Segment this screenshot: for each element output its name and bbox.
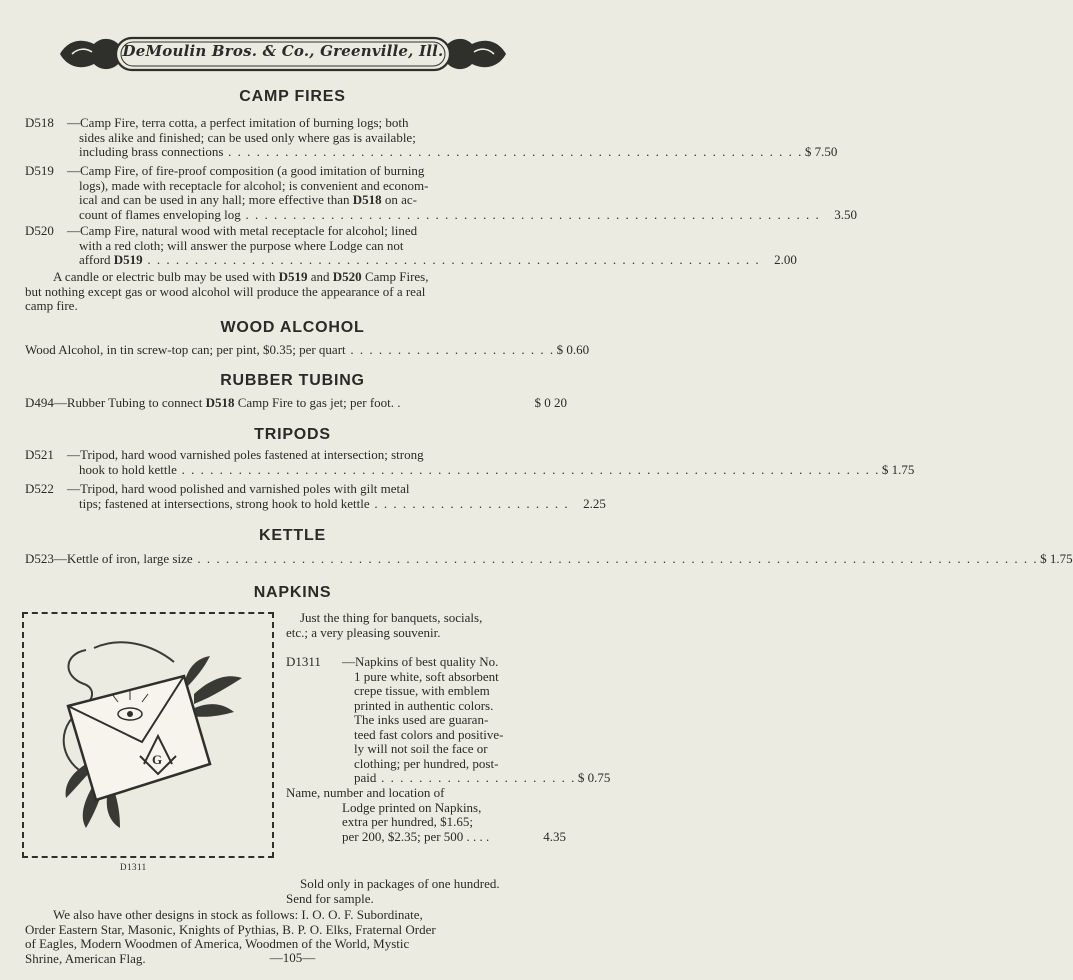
item-code: D494 [25, 395, 54, 410]
price-line [79, 252, 797, 268]
entry-line: —Camp Fire, terra cotta, a perfect imitation of burning logs; both [67, 115, 409, 130]
leader-dots: . . . . . . . . . . . . . . . . . . . . . . . . . . . . . . . . . . . . . . . . . . . . . . . . . . . . . . . . . . . . . . . . . . . . . . . . . . . . . . . . . . . . . . . . . [192, 551, 1039, 566]
other-designs-note: We also have other designs in stock as follows: I. O. O. F. Subordinate, Order Eastern Star, Masonic, Knights of Pythias, B. P. O. Elks, Fraternal Order of Eagles, Modern Woodmen of America, Woodmen of the World, Mystic Shrine, American Flag. [25, 907, 436, 966]
entry-wood-alcohol [25, 342, 590, 358]
entry-line: —Camp Fire, of fire-proof composition (a good imitation of burning [67, 163, 425, 178]
leader-dots: . . . . . . . . . . . . . . . . . . . . . . . . . . . . . . . . . . . . . . . . . . . . . . . . . . . . . . . . . . . . . [240, 206, 821, 222]
item-code: D520 [25, 223, 54, 238]
leader-dots: . . . . . . . . . . . . . . . . . . . . . [376, 770, 576, 785]
leader-dots: . . . . . . . . . . . . . . . . . . . . . . [345, 342, 555, 357]
entry-line: —Tripod, hard wood varnished poles fastened at intersection; strong [67, 447, 424, 462]
entry-line: tips; fastened at intersections, strong hook to hold kettle [79, 495, 370, 511]
price: 2.25 [583, 495, 606, 511]
item-ref: D519 [113, 252, 143, 267]
entry-line: count of flames enveloping log [79, 206, 241, 222]
napkins-intro: Just the thing for banquets, socials, etc.; a very pleasing souvenir. [286, 610, 483, 640]
price: $ 0.60 [556, 342, 590, 357]
price: $ 1.75 [881, 461, 915, 477]
price: $ 0.75 [577, 770, 611, 785]
entry-line: including brass connections [79, 144, 224, 159]
entry-line: logs), made with receptacle for alcohol; is convenient and econom- [79, 177, 429, 193]
header-banner [58, 32, 508, 76]
price-line [79, 144, 838, 160]
entry-d494 [25, 396, 567, 411]
leader-dots: . . . . . . . . . . . . . . . . . . . . . . . . . . . . . . . . . . . . . . . . . . . . . . . . . . . . . . . . . . . . . . . . . . . . . . . . . . [176, 461, 880, 477]
price-line [25, 551, 1073, 567]
item-code: D522 [25, 481, 54, 496]
company-title: DeMoulin Bros. & Co., Greenville, Ill. [122, 42, 444, 60]
price: 2.00 [774, 252, 797, 267]
price: 3.50 [834, 206, 857, 222]
napkins-sold-note: Sold only in packages of one hundred. Send for sample. [286, 876, 500, 906]
catalog-page: DeMoulin Bros. & Co., Greenville, Ill. CAMP FIRES D518 —Camp Fire, terra cotta, a perfect imitation of burning logs; both sides alike and finished; can be used only where gas is available; including brass connections . . . . . . . . . . . . . . . . . . . . . . . . . . . . . . . . . . . . . . . . . . . . . . . . . . . . . . . . . . . . . $ 7.50 D519 —Camp Fire, of fire-proof composition (a good imitation of burning logs), made with receptacle for alcohol; is convenient and econom- ical and can be used in any hall; more effective than D518 on ac- count of flames enveloping log . . . . . . . . . . . . . . . . . . . . . . . . . . . . . . . . . . . . . . . . . . . . . . . . . . . . . . . . . . . . . 3.50 D520 —Camp Fire, natural wood with metal receptacle for alcohol; lined with a red cloth; will answer the purpose where Lodge can not afford D519 . . . . . . . . . . . . . . . . . . . . . . . . . . . . . . . . . . . . . . . . . . . . . . . . . . . . . . . . . . . . . . . . . 2.00 A candle or electric bulb may be used with D519 and D520 Camp Fires, but nothing except gas or wood alcohol will produce the appearance of a real camp fire. WOOD ALCOHOL Wood Alcohol, in tin screw-top can; per pint, $0.35; per quart . . . . . . . . . . . . . . . . . . . . . . $ 0.60 RUBBER TUBING D494—Rubber Tubing to connect D518 Camp Fire to gas jet; per foot. . $ 0 20 TRIPODS D521 —Tripod, hard wood varnished poles fastened at intersection; strong hook to hold kettle . . . . . . . . . . . . . . . . . . . . . . . . . . . . . . . . . . . . . . . . . . . . . . . . . . . . . . . . . . . . . . . . . . . . . . . . . . $ 1.75 D522 —Tripod, hard wood polished and varnished poles with gilt metal tips; fastened at intersections, strong hook to hold kettle . . . . . . . . . . . . . . . . . . . . . 2.25 KETTLE D523—Kettle of iron, large size . . . . . . . . . . . . . . . . . . . . . . . . . . . . . . . . . . . . . . . . . . . . . . . . . . . . . . . . . . . . . . . . . . . . . . . . . . . . . . . . . . . . . . . . . $ 1.75 NAPKINS G D1311 Just the thing for banquets, socials, etc.; a very pleasing souvenir. D1311 —Napkins of best quality No. 1 pure white, soft absorbent crepe tissue, with emblem printed in authentic colors. The inks used are guaran- teed fast colors and positive- ly will not soil the face or clothing; per hundred, post- paid . . . . . . . . . . . . . . . . . . . . . $ 0.75 Name, number and location of Lodge printed on Napkins, extra per hundred, $1.65; per 200, $2.35; per 500 . . . . 4.35 Sold only in packages of one hundred. Send for sample. We also have other designs in stock as follows: I. O. O. F. Subordinate, Order Eastern Star, Masonic, Knights of Pythias, B. P. O. Elks, Fraternal Order of Eagles, Modern Woodmen of America, Woodmen of the World, Mystic Shrine, American Flag. —105— [0, 0, 585, 980]
heading-napkins: NAPKINS [253, 584, 332, 601]
entry-line: hook to hold kettle [79, 461, 177, 477]
heading-camp-fires: CAMP FIRES [239, 88, 346, 105]
heading-tripods: TRIPODS [254, 426, 331, 443]
illustration-caption: D1311 [120, 862, 147, 872]
item-code: D1311 [286, 654, 321, 669]
price: $ 1.75 [1040, 551, 1073, 566]
price-line: per 200, $2.35; per 500 . . . . 4.35 [342, 828, 566, 844]
price-line: paid . . . . . . . . . . . . . . . . . . . . . $ 0.75 [354, 770, 611, 785]
entry-line: —Camp Fire, natural wood with metal receptacle for alcohol; lined [67, 223, 418, 238]
heading-kettle: KETTLE [258, 527, 327, 544]
price-line [25, 342, 590, 358]
item-ref: D518 [205, 395, 235, 410]
camp-fire-note: A candle or electric bulb may be used with D519 and D520 Camp Fires, but nothing except gas or wood alcohol will produce the appearance of a real camp fire. [25, 269, 429, 313]
heading-rubber-tubing: RUBBER TUBING [220, 372, 365, 389]
entry-line: with a red cloth; will answer the purpose where Lodge can not [79, 237, 404, 253]
entry-line: sides alike and finished; can be used only where gas is available; [79, 129, 416, 145]
entry-line: D523—Kettle of iron, large size [25, 551, 193, 566]
entry-d523 [25, 551, 1073, 567]
svg-text:G: G [152, 752, 163, 767]
price: $ 7.50 [804, 144, 838, 159]
leader-dots: . . . . . . . . . . . . . . . . . . . . . . . . . . . . . . . . . . . . . . . . . . . . . . . . . . . . . . . . . . . . . [223, 144, 803, 159]
napkin-illustration [22, 612, 274, 858]
entry-line: D494—Rubber Tubing to connect D518 Camp Fire to gas jet; per foot. . [25, 395, 401, 410]
price-line [25, 396, 567, 411]
entry-line: —Tripod, hard wood polished and varnished poles with gilt metal [67, 481, 410, 496]
entry-line: afford D519 [79, 252, 143, 267]
leader-dots [401, 396, 533, 411]
item-code: D521 [25, 447, 54, 462]
entry-line: Wood Alcohol, in tin screw-top can; per pint, $0.35; per quart [25, 342, 346, 357]
page-number: —105— [269, 950, 316, 965]
masonic-envelope-icon [24, 614, 272, 856]
price: 4.35 [543, 828, 566, 844]
leader-dots: . . . . . . . . . . . . . . . . . . . . . [369, 495, 570, 511]
item-code: D519 [25, 163, 54, 178]
item-code: D523 [25, 551, 54, 566]
item-ref: D518 [352, 192, 382, 207]
item-code: D518 [25, 115, 54, 130]
price-line [79, 461, 915, 478]
leader-dots: . . . . . . . . . . . . . . . . . . . . . . . . . . . . . . . . . . . . . . . . . . . . . . . . . . . . . . . . . . . . . . . . . [142, 252, 761, 267]
entry-line: ical and can be used in any hall; more effective than D518 on ac- [79, 192, 417, 207]
price: $ 0 20 [534, 395, 567, 410]
price-line [79, 206, 857, 223]
heading-wood-alcohol: WOOD ALCOHOL [220, 319, 365, 336]
price-line [79, 495, 606, 512]
